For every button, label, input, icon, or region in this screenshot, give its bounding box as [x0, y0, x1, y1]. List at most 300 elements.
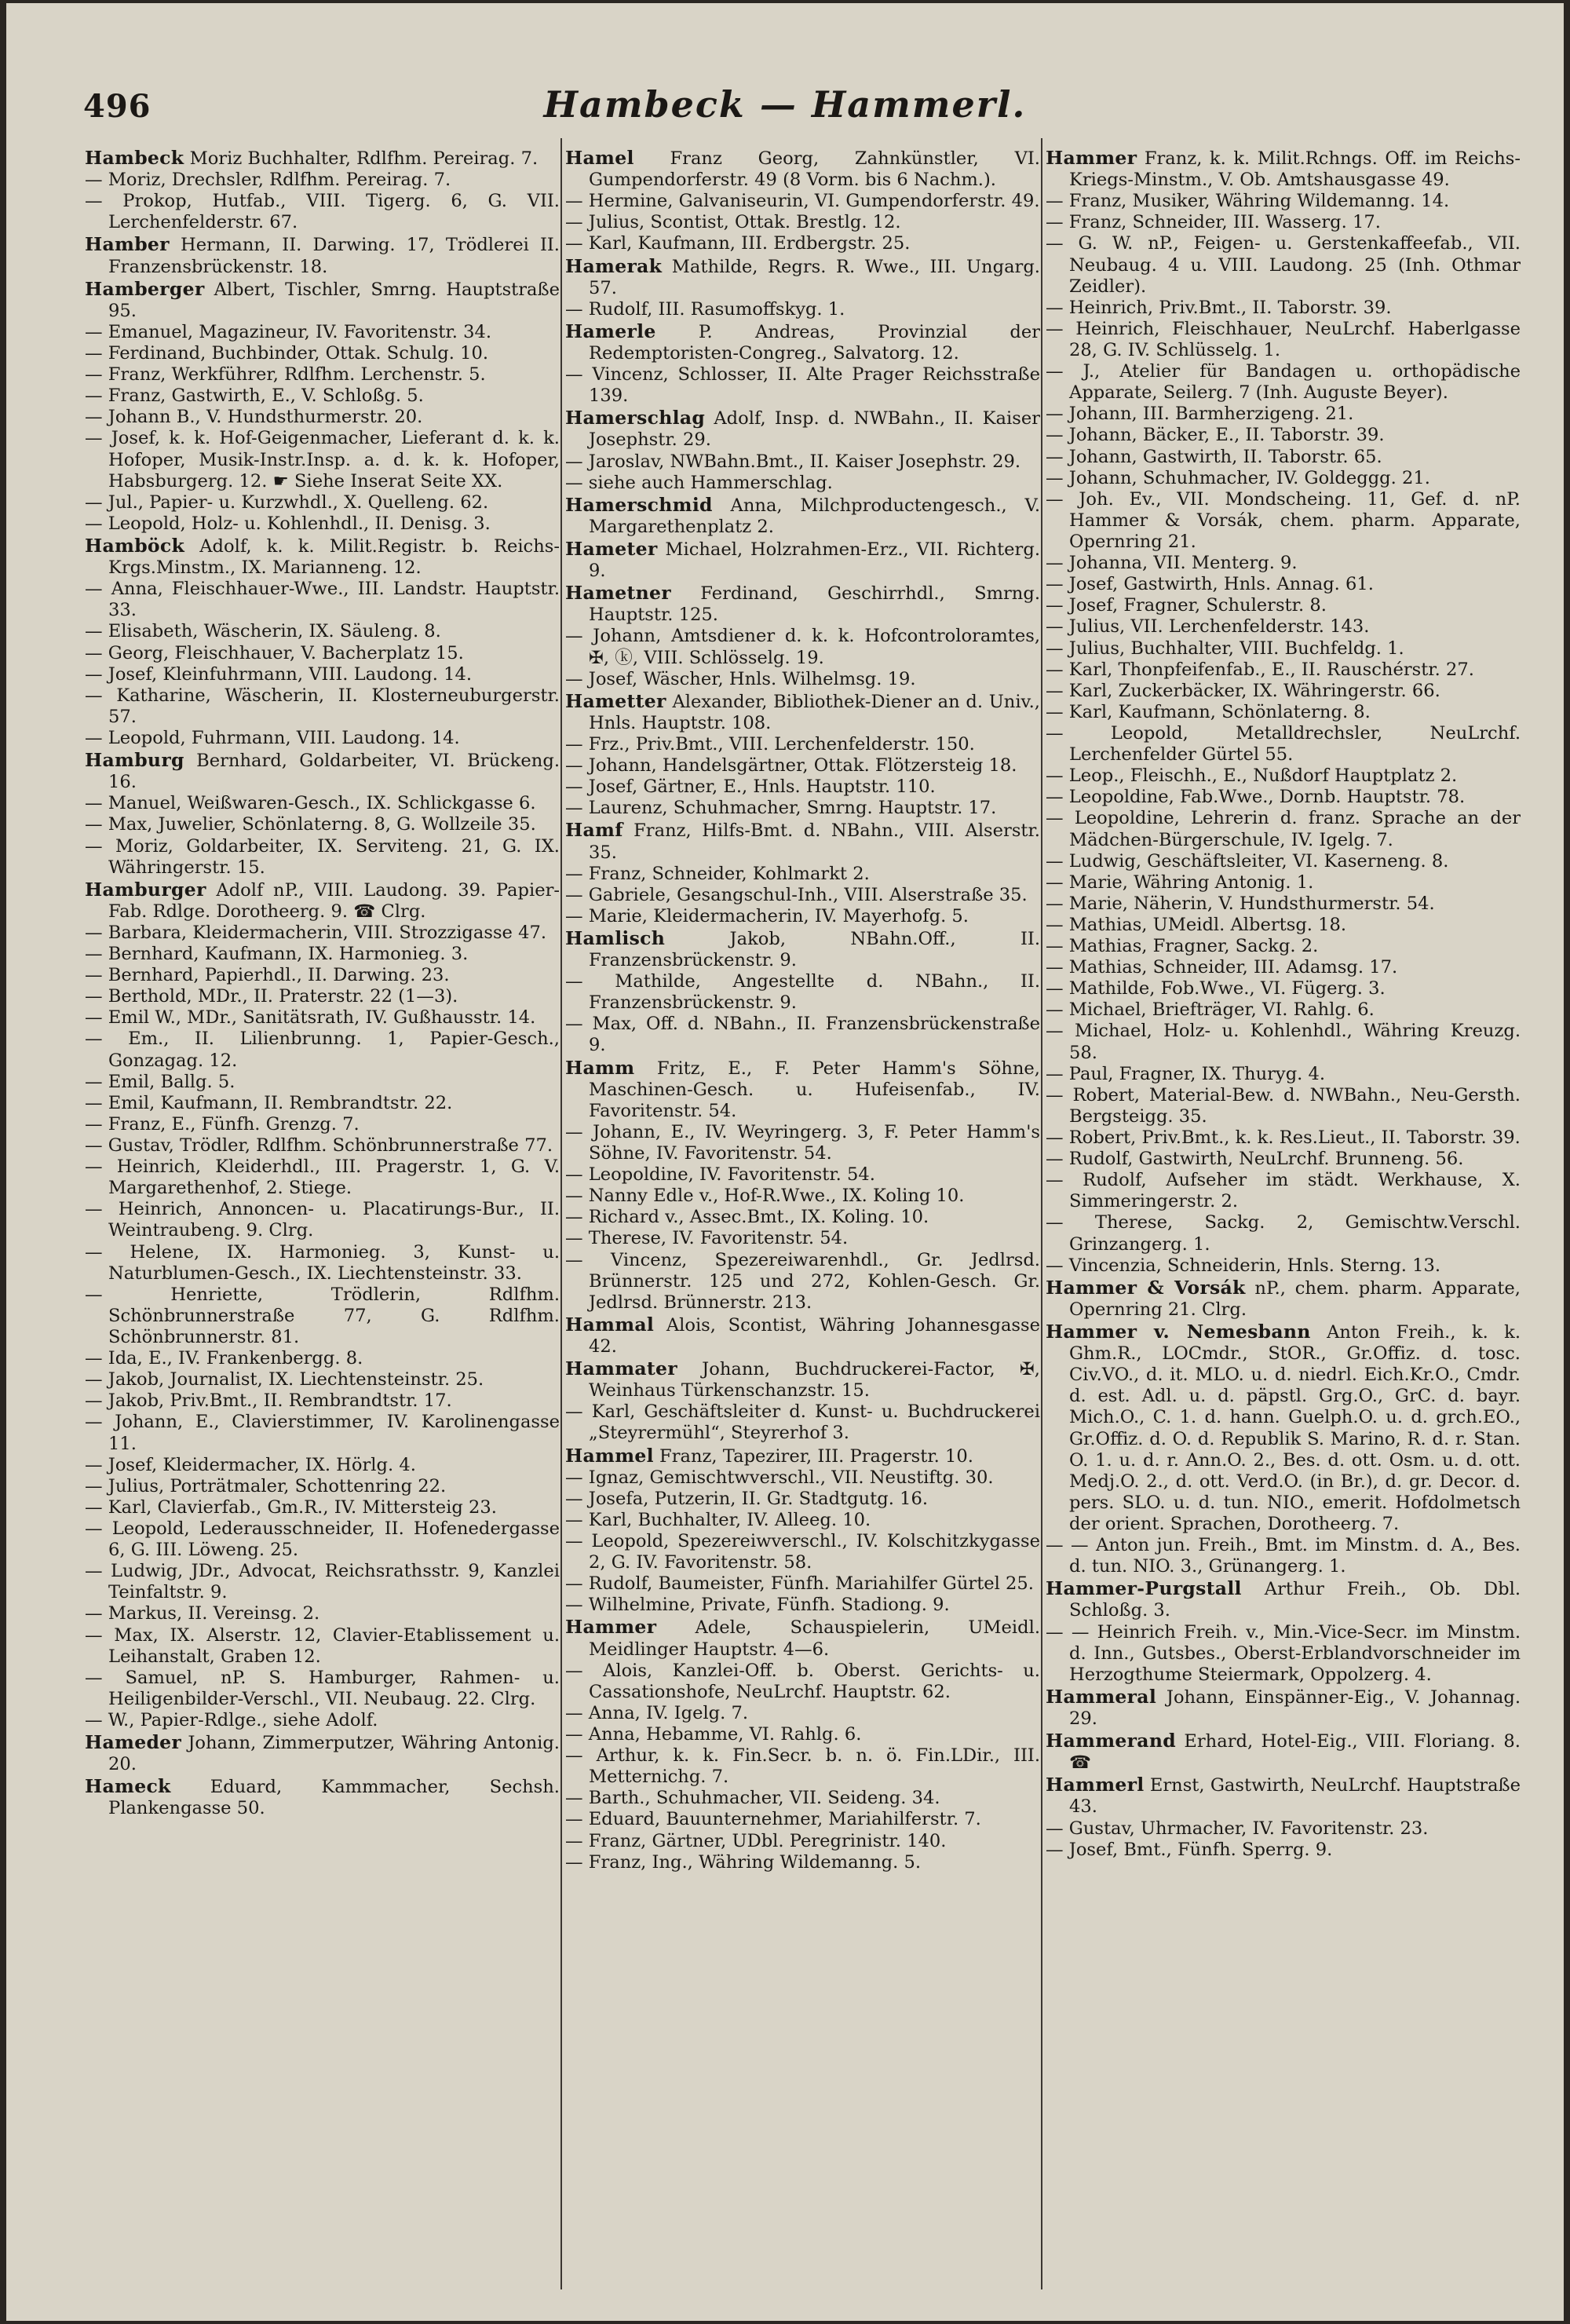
- directory-entry: [85, 322, 560, 343]
- directory-entry: [85, 1668, 560, 1710]
- directory-entry: [565, 776, 1040, 798]
- running-heading: Hambeck — Hammerl.: [543, 83, 1027, 126]
- directory-entry: [85, 664, 560, 685]
- entry-text: — G. W. nP., Feigen- u. Gerstenkaffeefab., VII. Neubaug. 4 u. VIII. Laudong. 25 (Inh. Othmar Zeidler).: [1046, 233, 1521, 297]
- directory-entry: [85, 1476, 560, 1497]
- directory-entry: [565, 819, 1040, 863]
- directory-entry: [85, 965, 560, 986]
- directory-entry: [85, 407, 560, 428]
- entry-text: — Rudolf, Aufseher im städt. Werkhause, X. Simmeringerstr. 2.: [1046, 1170, 1521, 1212]
- entry-text: — Berthold, MDr., II. Praterstr. 22 (1—3).: [85, 986, 458, 1007]
- entry-text: — Emil W., MDr., Sanitätsrath, IV. Gußhausstr. 14.: [85, 1007, 536, 1029]
- directory-entry: [1046, 147, 1521, 191]
- entry-text: — Moriz, Goldarbeiter, IX. Serviteng. 21, G. IX. Währingerstr. 15.: [85, 835, 560, 878]
- entry-text: Franz Georg, Zahnkünstler, VI. Gumpendorferstr. 49 (8 Vorm. bis 6 Nachm.).: [589, 148, 1040, 191]
- directory-entry: [565, 755, 1040, 776]
- directory-entry: [1046, 660, 1521, 681]
- directory-entry: [565, 582, 1040, 626]
- directory-entry: [565, 320, 1040, 364]
- directory-entry: [85, 986, 560, 1007]
- directory-entry: [565, 626, 1040, 668]
- entry-text: Arthur Freih., Ob. Dbl. Schloßg. 3.: [1069, 1579, 1521, 1621]
- entry-text: nP., chem. pharm. Apparate, Opernring 21. Clrg.: [1069, 1277, 1521, 1320]
- entry-text: — Leopold, Fuhrmann, VIII. Laudong. 14.: [85, 727, 460, 748]
- directory-entry: [565, 1207, 1040, 1228]
- entry-text: Fritz, E., F. Peter Hamm's Söhne, Maschinen-Gesch. u. Hufeisenfab., IV. Favoritenstr. 54.: [589, 1058, 1040, 1121]
- directory-entry: [85, 364, 560, 386]
- entry-text: — Leopold, Metalldrechsler, NeuLrchf. Lerchenfelder Gürtel 55.: [1046, 722, 1521, 766]
- entry-text: — Franz, Gastwirth, E., V. Schloßg. 5.: [85, 386, 424, 407]
- directory-entry: [1046, 1064, 1521, 1085]
- directory-entry: [85, 579, 560, 621]
- entry-text: — Mathias, Fragner, Sackg. 2.: [1046, 936, 1319, 957]
- entry-surname: Hamböck: [85, 534, 185, 557]
- entry-text: — Johann, Schuhmacher, IV. Goldeggg. 21.: [1046, 467, 1430, 488]
- page-number: 496: [83, 88, 152, 125]
- entry-text: — Leopoldine, Fab.Wwe., Dornb. Hauptstr. 78.: [1046, 787, 1466, 808]
- entry-text: — siehe auch Hammerschlag.: [565, 472, 833, 493]
- directory-entry: [565, 971, 1040, 1014]
- directory-entry: [565, 1250, 1040, 1314]
- directory-entry: [85, 1284, 560, 1348]
- entry-text: — Heinrich, Kleiderhdl., III. Pragerstr. 1, G. V. Margarethenhof, 2. Stiege.: [85, 1157, 560, 1199]
- entry-text: — Johann, Amtsdiener d. k. k. Hofcontroloramtes, ✠, ⓚ, VIII. Schlösselg. 19.: [565, 626, 1040, 668]
- entry-text: Ernst, Gastwirth, NeuLrchf. Hauptstraße 43.: [1069, 1775, 1521, 1818]
- entry-text: — Samuel, nP. S. Hamburger, Rahmen- u. Heiligenbilder-Verschl., VII. Neubaug. 22. Clrg.: [85, 1667, 560, 1709]
- entry-text: — Prokop, Hutfab., VIII. Tigerg. 6, G. VII. Lerchenfelderstr. 67.: [85, 191, 560, 233]
- entry-text: — Marie, Näherin, V. Hundsthurmerstr. 54.: [1046, 893, 1435, 914]
- directory-entry: [1046, 425, 1521, 446]
- entry-text: Bernhard, Goldarbeiter, VI. Brückeng. 16.: [108, 751, 560, 793]
- entry-text: — Jaroslav, NWBahn.Bmt., II. Kaiser Josephstr. 29.: [565, 451, 1021, 472]
- directory-entry: [1046, 1277, 1521, 1321]
- entry-text: Adolf nP., VIII. Laudong. 39. Papier-Fab. Rdlge. Dorotheerg. 9. ☎ Clrg.: [108, 879, 560, 922]
- entry-text: — Josef, Gastwirth, Hnls. Annag. 61.: [1046, 574, 1374, 595]
- entry-surname: Hammal: [565, 1313, 655, 1336]
- entry-text: — Johann, Handelsgärtner, Ottak. Flötzersteig 18.: [565, 755, 1017, 776]
- entry-text: — Josef, Wäscher, Hnls. Wilhelmsg. 19.: [565, 668, 916, 689]
- directory-entry: [565, 1122, 1040, 1164]
- directory-entry: [85, 1114, 560, 1135]
- directory-entry: [565, 1228, 1040, 1249]
- entry-text: — Nanny Edle v., Hof-R.Wwe., IX. Koling 10.: [565, 1186, 965, 1207]
- entry-text: — Bernhard, Papierhdl., II. Darwing. 23.: [85, 965, 450, 986]
- directory-entry: [565, 299, 1040, 320]
- directory-entry: [85, 1199, 560, 1241]
- entry-text: — Franz, Schneider, Kohlmarkt 2.: [565, 863, 870, 884]
- entry-text: — Josef, k. k. Hof-Geigenmacher, Lieferant d. k. k. Hofoper, Musik-Instr.Insp. a. d. k. k. Hofoper, Habsburgerg. 12. ☛ Siehe Inserat Seite XX.: [85, 428, 560, 491]
- directory-entry: [565, 864, 1040, 885]
- directory-entry: [85, 1348, 560, 1369]
- directory-entry: [1046, 361, 1521, 404]
- entry-surname: Hammerl: [1046, 1774, 1145, 1796]
- directory-entry: [565, 1357, 1040, 1401]
- entry-surname: Hammater: [565, 1357, 677, 1380]
- directory-page: [6, 3, 1564, 2321]
- directory-entry: [1046, 574, 1521, 595]
- entry-text: — Max, Off. d. NBahn., II. Franzensbrückenstraße 9.: [565, 1014, 1040, 1056]
- directory-entry: [565, 233, 1040, 254]
- entry-surname: Hametner: [565, 582, 671, 605]
- entry-text: — W., Papier-Rdlge., siehe Adolf.: [85, 1709, 378, 1730]
- entry-text: Moriz Buchhalter, Rdlfhm. Pereirag. 7.: [189, 148, 539, 169]
- entry-text: Michael, Holzrahmen-Erz., VII. Richterg. 9.: [589, 539, 1040, 582]
- entry-text: — Ferdinand, Buchbinder, Ottak. Schulg. 10.: [85, 342, 489, 364]
- directory-entry: [1046, 404, 1521, 425]
- entry-text: — Karl, Thonpfeifenfab., E., II. Rauschérstr. 27.: [1046, 659, 1474, 680]
- directory-entry: [85, 879, 560, 923]
- entry-text: Franz, Tapezirer, III. Pragerstr. 10.: [659, 1445, 973, 1467]
- directory-entry: [1046, 893, 1521, 915]
- directory-entry: [85, 944, 560, 965]
- entry-text: Anna, Milchproductengesch., V. Margarethenplatz 2.: [589, 495, 1040, 537]
- entry-text: Jakob, NBahn.Off., II. Franzensbrückenstr. 9.: [589, 928, 1040, 971]
- entry-text: — Arthur, k. k. Fin.Secr. b. n. ö. Fin.LDir., III. Metternichg. 7.: [565, 1745, 1040, 1788]
- entry-text: — Johann, Gastwirth, II. Taborstr. 65.: [1046, 446, 1382, 467]
- directory-entry: [565, 1314, 1040, 1357]
- entry-text: — Leopold, Spezereiwverschl., IV. Kolschitzkygasse 2, G. IV. Favoritenstr. 58.: [565, 1531, 1040, 1573]
- entry-text: — Leop., Fleischh., E., Nußdorf Hauptplatz 2.: [1046, 766, 1458, 787]
- entry-text: — Josef, Kleinfuhrmann, VIII. Laudong. 14.: [85, 663, 473, 685]
- directory-entry: [1046, 1818, 1521, 1840]
- directory-entry: [1046, 191, 1521, 212]
- entry-surname: Hameder: [85, 1731, 182, 1754]
- directory-entry: [85, 1093, 560, 1114]
- directory-entry: [1046, 1321, 1521, 1535]
- entry-text: — Julius, Porträtmaler, Schottenring 22.: [85, 1475, 447, 1496]
- entry-text: — Rudolf, Baumeister, Fünfh. Mariahilfer Gürtel 25.: [565, 1573, 1034, 1595]
- entry-text: — Elisabeth, Wäscherin, IX. Säuleng. 8.: [85, 621, 441, 642]
- entry-text: — Julius, Scontist, Ottak. Brestlg. 12.: [565, 212, 901, 233]
- directory-entry: [565, 473, 1040, 494]
- entry-text: — Franz, Gärtner, UDbl. Peregrinistr. 140.: [565, 1830, 947, 1851]
- entry-text: — Karl, Kaufmann, Schönlaterng. 8.: [1046, 701, 1371, 722]
- entry-surname: Hammer & Vorsák: [1046, 1276, 1246, 1299]
- directory-entry: [85, 621, 560, 642]
- entry-text: — Jakob, Priv.Bmt., II. Rembrandtstr. 17.: [85, 1390, 452, 1412]
- entry-text: — Therese, IV. Favoritenstr. 54.: [565, 1228, 849, 1249]
- entry-text: Mathilde, Regrs. R. Wwe., III. Ungarg. 57.: [589, 256, 1040, 298]
- entry-surname: Hamerschmid: [565, 493, 713, 516]
- directory-entry: [1046, 787, 1521, 808]
- entry-surname: Hamber: [85, 233, 170, 256]
- directory-entry: [85, 1731, 560, 1775]
- entry-text: — Max, Juwelier, Schönlaterng. 8, G. Wollzeile 35.: [85, 814, 536, 835]
- directory-entry: [85, 793, 560, 814]
- entry-text: — Michael, Holz- u. Kohlenhdl., Währing Kreuzg. 58.: [1046, 1021, 1521, 1063]
- directory-entry: [565, 1831, 1040, 1852]
- entry-text: Adele, Schauspielerin, UMeidl. Meidlinger Hauptstr. 4—6.: [589, 1617, 1040, 1660]
- directory-entry: [565, 255, 1040, 299]
- entry-surname: Hamerle: [565, 320, 656, 342]
- entry-text: — Richard v., Assec.Bmt., IX. Koling. 10.: [565, 1207, 929, 1228]
- entry-text: Ferdinand, Geschirrhdl., Smrng. Hauptstr. 125.: [589, 583, 1040, 626]
- entry-text: — Franz, Werkführer, Rdlfhm. Lerchenstr. 5.: [85, 364, 486, 386]
- entry-text: Franz, Hilfs-Bmt. d. NBahn., VIII. Alserstr. 35.: [589, 820, 1040, 863]
- entry-text: — Alois, Kanzlei-Off. b. Oberst. Gerichts- u. Cassationshofe, NeuLrchf. Hauptstr. 62.: [565, 1660, 1040, 1702]
- entry-surname: Hamlisch: [565, 926, 666, 949]
- entry-text: — Vincenz, Schlosser, II. Alte Prager Reichsstraße 139.: [565, 364, 1040, 407]
- directory-entry: [85, 191, 560, 233]
- directory-entry: [1046, 936, 1521, 957]
- directory-entry: [565, 734, 1040, 755]
- directory-entry: [1046, 1170, 1521, 1212]
- directory-entry: [85, 1135, 560, 1157]
- directory-entry: [85, 728, 560, 749]
- entry-text: — Johann, Bäcker, E., II. Taborstr. 39.: [1046, 425, 1385, 446]
- directory-entry: [1046, 1021, 1521, 1063]
- entry-text: Franz, k. k. Milit.Rchngs. Off. im Reichs-Kriegs-Minstm., V. Ob. Amtshausgasse 49.: [1069, 148, 1521, 191]
- entry-text: — Mathilde, Angestellte d. NBahn., II. Franzensbrückenstr. 9.: [565, 971, 1040, 1014]
- entry-text: — Emil, Ballg. 5.: [85, 1071, 236, 1092]
- entry-text: — Julius, Buchhalter, VIII. Buchfeldg. 1.: [1046, 638, 1404, 659]
- entry-text: — Karl, Buchhalter, IV. Alleeg. 10.: [565, 1509, 871, 1530]
- entry-text: — Franz, Ing., Währing Wildemanng. 5.: [565, 1851, 922, 1873]
- entry-text: Johann, Buchdruckerei-Factor, ✠, Weinhaus Türkenschanzstr. 15.: [589, 1359, 1040, 1401]
- entry-text: — Anna, Fleischhauer-Wwe., III. Landstr. Hauptstr. 33.: [85, 579, 560, 621]
- directory-entry: [85, 1157, 560, 1199]
- entry-text: Adolf, Insp. d. NWBahn., II. Kaiser Josephstr. 29.: [589, 408, 1040, 451]
- entry-text: — Helene, IX. Harmonieg. 3, Kunst- u. Naturblumen-Gesch., IX. Liechtensteinstr. 33.: [85, 1241, 560, 1284]
- directory-entry: [85, 492, 560, 513]
- entry-text: — Georg, Fleischhauer, V. Bacherplatz 15.: [85, 642, 464, 663]
- directory-entry: [85, 1455, 560, 1476]
- entry-surname: Hamel: [565, 147, 634, 169]
- directory-entry: [1046, 1622, 1521, 1686]
- entry-surname: Hameter: [565, 537, 658, 560]
- directory-entry: [85, 428, 560, 491]
- entry-text: — Rudolf, Gastwirth, NeuLrchf. Brunneng. 56.: [1046, 1149, 1464, 1170]
- entry-text: Albert, Tischler, Smrng. Hauptstraße 95.: [108, 279, 560, 321]
- directory-entry: [565, 1616, 1040, 1660]
- entry-text: — J., Atelier für Bandagen u. orthopädische Apparate, Seilerg. 7 (Inh. Auguste Beyer).: [1046, 361, 1521, 404]
- directory-entry: [85, 836, 560, 879]
- entry-text: — Ludwig, JDr., Advocat, Reichsrathsstr. 9, Kanzlei Teinfaltstr. 9.: [85, 1561, 560, 1603]
- entry-text: — Rudolf, III. Rasumoffskyg. 1.: [565, 298, 845, 320]
- entry-surname: Hammeral: [1046, 1685, 1157, 1708]
- directory-entry: [1046, 1212, 1521, 1255]
- directory-entry: [85, 1775, 560, 1819]
- directory-entry: [565, 1573, 1040, 1595]
- entry-text: — — Anton jun. Freih., Bmt. im Minstm. d. A., Bes. d. tun. NIO. 3., Grünangerg. 1.: [1046, 1535, 1521, 1577]
- directory-entry: [1046, 915, 1521, 936]
- entry-surname: Hamerak: [565, 254, 663, 277]
- entry-text: — Mathias, UMeidl. Albertsg. 18.: [1046, 914, 1347, 935]
- directory-entry: [1046, 1149, 1521, 1170]
- entry-surname: Hammer: [1046, 147, 1137, 169]
- entry-text: — Hermine, Galvaniseurin, VI. Gumpendorferstr. 49.: [565, 191, 1040, 212]
- entry-text: Alexander, Bibliothek-Diener an d. Univ., Hnls. Hauptstr. 108.: [589, 691, 1040, 733]
- entry-text: — Leopoldine, Lehrerin d. franz. Sprache an der Mädchen-Bürgerschule, IV. Igelg. 7.: [1046, 808, 1521, 850]
- directory-entry: [565, 885, 1040, 906]
- entry-text: Johann, Zimmerputzer, Währing Antonig. 20.: [108, 1733, 560, 1775]
- directory-entry: [1046, 1535, 1521, 1577]
- entry-text: — Josef, Gärtner, E., Hnls. Hauptstr. 110.: [565, 776, 936, 798]
- directory-entry: [565, 927, 1040, 971]
- directory-entry: [565, 1445, 1040, 1467]
- entry-surname: Hamf: [565, 819, 623, 842]
- entry-text: — Mathias, Schneider, III. Adamsg. 17.: [1046, 957, 1398, 978]
- directory-entry: [1046, 212, 1521, 233]
- directory-entry: [565, 1661, 1040, 1703]
- directory-entry: [565, 1703, 1040, 1724]
- directory-entry: [1046, 1774, 1521, 1818]
- entry-text: Alois, Scontist, Währing Johannesgasse 42.: [589, 1314, 1040, 1357]
- column-3: [1046, 147, 1521, 2290]
- entry-text: — Robert, Material-Bew. d. NWBahn., Neu-Gersth. Bergsteigg. 35.: [1046, 1084, 1521, 1127]
- entry-text: — Em., II. Lilienbrunng. 1, Papier-Gesch., Gonzagag. 12.: [85, 1029, 560, 1071]
- entry-surname: Hamburger: [85, 878, 206, 901]
- entry-text: — Heinrich, Annoncen- u. Placatirungs-Bur., II. Weintraubeng. 9. Clrg.: [85, 1199, 560, 1241]
- directory-entry: [85, 1497, 560, 1518]
- directory-entry: [565, 191, 1040, 212]
- directory-entry: [1046, 999, 1521, 1021]
- directory-entry: [85, 386, 560, 407]
- directory-entry: [565, 407, 1040, 451]
- entry-text: — Emil, Kaufmann, II. Rembrandtstr. 22.: [85, 1092, 453, 1113]
- entry-text: Adolf, k. k. Milit.Registr. b. Reichs-Krgs.Minstm., IX. Marianneng. 12.: [108, 535, 560, 579]
- directory-entry: [565, 1186, 1040, 1207]
- directory-entry: [85, 749, 560, 793]
- directory-entry: [85, 343, 560, 364]
- entry-text: — Wilhelmine, Private, Fünfh. Stadiong. 9.: [565, 1595, 950, 1616]
- directory-entry: [85, 170, 560, 191]
- entry-text: — Markus, II. Vereinsg. 2.: [85, 1603, 320, 1624]
- entry-text: — Heinrich, Fleischhauer, NeuLrchf. Haberlgasse 28, G. IV. Schlüsselg. 1.: [1046, 318, 1521, 360]
- entry-text: — Henriette, Trödlerin, Rdlfhm. Schönbrunnerstraße 77, G. Rdlfhm. Schönbrunnerstr. 81.: [85, 1284, 560, 1348]
- entry-text: — Moriz, Drechsler, Rdlfhm. Pereirag. 7.: [85, 170, 451, 191]
- directory-entry: [565, 1489, 1040, 1510]
- entry-text: — Barbara, Kleidermacherin, VIII. Strozzigasse 47.: [85, 922, 547, 943]
- directory-entry: [85, 1603, 560, 1624]
- entry-text: — Eduard, Bauunternehmer, Mariahilferstr. 7.: [565, 1809, 981, 1830]
- directory-entry: [85, 685, 560, 728]
- entry-text: — Paul, Fragner, IX. Thuryg. 4.: [1046, 1063, 1326, 1084]
- directory-entry: [565, 1724, 1040, 1745]
- entry-text: — Max, IX. Alserstr. 12, Clavier-Etablissement u. Leihanstalt, Graben 12.: [85, 1624, 560, 1667]
- entry-text: — Johann, E., IV. Weyringerg. 3, F. Peter Hamm's Söhne, IV. Favoritenstr. 54.: [565, 1121, 1040, 1164]
- directory-entry: [565, 1531, 1040, 1573]
- directory-entry: [565, 538, 1040, 582]
- entry-text: — Leopold, Lederausschneider, II. Hofenedergasse 6, G. III. Löweng. 25.: [85, 1518, 560, 1561]
- directory-entry: [565, 1467, 1040, 1489]
- entry-text: — Julius, VII. Lerchenfelderstr. 143.: [1046, 616, 1370, 638]
- entry-text: — Josef, Fragner, Schulerstr. 8.: [1046, 595, 1327, 616]
- entry-text: — Frz., Priv.Bmt., VIII. Lerchenfelderstr. 150.: [565, 733, 975, 755]
- directory-entry: [85, 1029, 560, 1071]
- entry-surname: Hammer v. Nemesbann: [1046, 1321, 1311, 1343]
- directory-entry: [565, 1510, 1040, 1531]
- entry-text: — Gustav, Trödler, Rdlfhm. Schönbrunnerstraße 77.: [85, 1135, 553, 1157]
- directory-entry: [85, 814, 560, 835]
- entry-surname: Hambeck: [85, 147, 184, 169]
- directory-entry: [565, 690, 1040, 734]
- directory-entry: [1046, 447, 1521, 468]
- directory-entry: [85, 643, 560, 664]
- directory-entry: [1046, 851, 1521, 872]
- directory-entry: [565, 1745, 1040, 1788]
- entry-surname: Hammel: [565, 1444, 654, 1467]
- entry-text: — Vincenz, Spezereiwarenhdl., Gr. Jedlrsd. Brünnerstr. 125 und 272, Kohlen-Gesch. Gr. Jedlrsd. Brünnerstr. 213.: [565, 1249, 1040, 1313]
- entry-text: — Jakob, Journalist, IX. Liechtensteinstr. 25.: [85, 1369, 484, 1390]
- entry-text: — Ida, E., IV. Frankenbergg. 8.: [85, 1348, 363, 1369]
- directory-entry: [1046, 1730, 1521, 1774]
- directory-entry: [1046, 766, 1521, 787]
- entry-text: Hermann, II. Darwing. 17, Trödlerei II. Franzensbrückenstr. 18.: [108, 235, 560, 277]
- directory-entry: [565, 451, 1040, 473]
- directory-entry: [565, 147, 1040, 191]
- column-divider: [560, 138, 562, 2289]
- entry-text: — Laurenz, Schuhmacher, Smrng. Hauptstr. 17.: [565, 798, 997, 819]
- directory-entry: [565, 1852, 1040, 1873]
- directory-entry: [1046, 702, 1521, 723]
- directory-entry: [85, 923, 560, 944]
- entry-text: — Bernhard, Kaufmann, IX. Harmonieg. 3.: [85, 944, 469, 965]
- entry-text: — Johann, III. Barmherzigeng. 21.: [1046, 404, 1354, 425]
- entry-text: — Karl, Geschäftsleiter d. Kunst- u. Buchdruckerei „Steyrermühl“, Steyrerhof 3.: [565, 1401, 1040, 1444]
- directory-entry: [565, 494, 1040, 538]
- entry-text: — Mathilde, Fob.Wwe., VI. Fügerg. 3.: [1046, 978, 1386, 999]
- entry-text: — Leopold, Holz- u. Kohlenhdl., II. Denisg. 3.: [85, 513, 491, 534]
- entry-text: — Anna, IV. Igelg. 7.: [565, 1702, 749, 1723]
- entry-text: — Marie, Währing Antonig. 1.: [1046, 872, 1314, 893]
- directory-entry: [565, 1164, 1040, 1186]
- directory-entry: [85, 1369, 560, 1390]
- entry-surname: Hammer: [565, 1616, 657, 1639]
- directory-entry: [1046, 616, 1521, 638]
- directory-entry: [565, 212, 1040, 233]
- entry-text: — Vincenzia, Schneiderin, Hnls. Sterng. 13.: [1046, 1255, 1441, 1276]
- directory-entry: [565, 1788, 1040, 1809]
- entry-text: — Johann B., V. Hundsthurmerstr. 20.: [85, 407, 423, 428]
- directory-entry: [1046, 1255, 1521, 1277]
- directory-entry: [565, 1401, 1040, 1444]
- entry-text: — Karl, Clavierfab., Gm.R., IV. Mittersteig 23.: [85, 1496, 497, 1518]
- entry-text: — Josef, Kleidermacher, IX. Hörlg. 4.: [85, 1454, 416, 1475]
- entry-surname: Hameck: [85, 1775, 171, 1798]
- directory-entry: [85, 1242, 560, 1284]
- directory-entry: [1046, 553, 1521, 574]
- entry-surname: Hammerand: [1046, 1730, 1176, 1752]
- entry-text: — Johanna, VII. Menterg. 9.: [1046, 553, 1298, 574]
- column-1: [85, 147, 560, 2290]
- directory-entry: [1046, 681, 1521, 702]
- directory-entry: [1046, 1577, 1521, 1621]
- directory-entry: [85, 278, 560, 322]
- column-2: [565, 147, 1040, 2290]
- directory-entry: [85, 1390, 560, 1412]
- directory-entry: [1046, 1127, 1521, 1149]
- directory-entry: [85, 1710, 560, 1731]
- directory-entry: [1046, 319, 1521, 361]
- entry-text: — Ludwig, Geschäftsleiter, VI. Kaserneng. 8.: [1046, 850, 1449, 872]
- directory-entry: [1046, 723, 1521, 766]
- directory-entry: [565, 1057, 1040, 1122]
- entry-text: — Emanuel, Magazineur, IV. Favoritenstr. 34.: [85, 321, 491, 342]
- entry-text: — Manuel, Weißwaren-Gesch., IX. Schlickgasse 6.: [85, 793, 536, 814]
- directory-entry: [85, 1412, 560, 1454]
- directory-entry: [1046, 489, 1521, 553]
- directory-entry: [85, 1072, 560, 1093]
- entry-text: — Johann, E., Clavierstimmer, IV. Karolinengasse 11.: [85, 1412, 560, 1454]
- entry-surname: Hamburg: [85, 749, 184, 772]
- directory-entry: [565, 669, 1040, 690]
- directory-entry: [1046, 872, 1521, 893]
- directory-entry: [85, 513, 560, 535]
- entry-text: — Marie, Kleidermacherin, IV. Mayerhofg. 5.: [565, 905, 969, 926]
- directory-entry: [565, 364, 1040, 407]
- directory-entry: [1046, 638, 1521, 660]
